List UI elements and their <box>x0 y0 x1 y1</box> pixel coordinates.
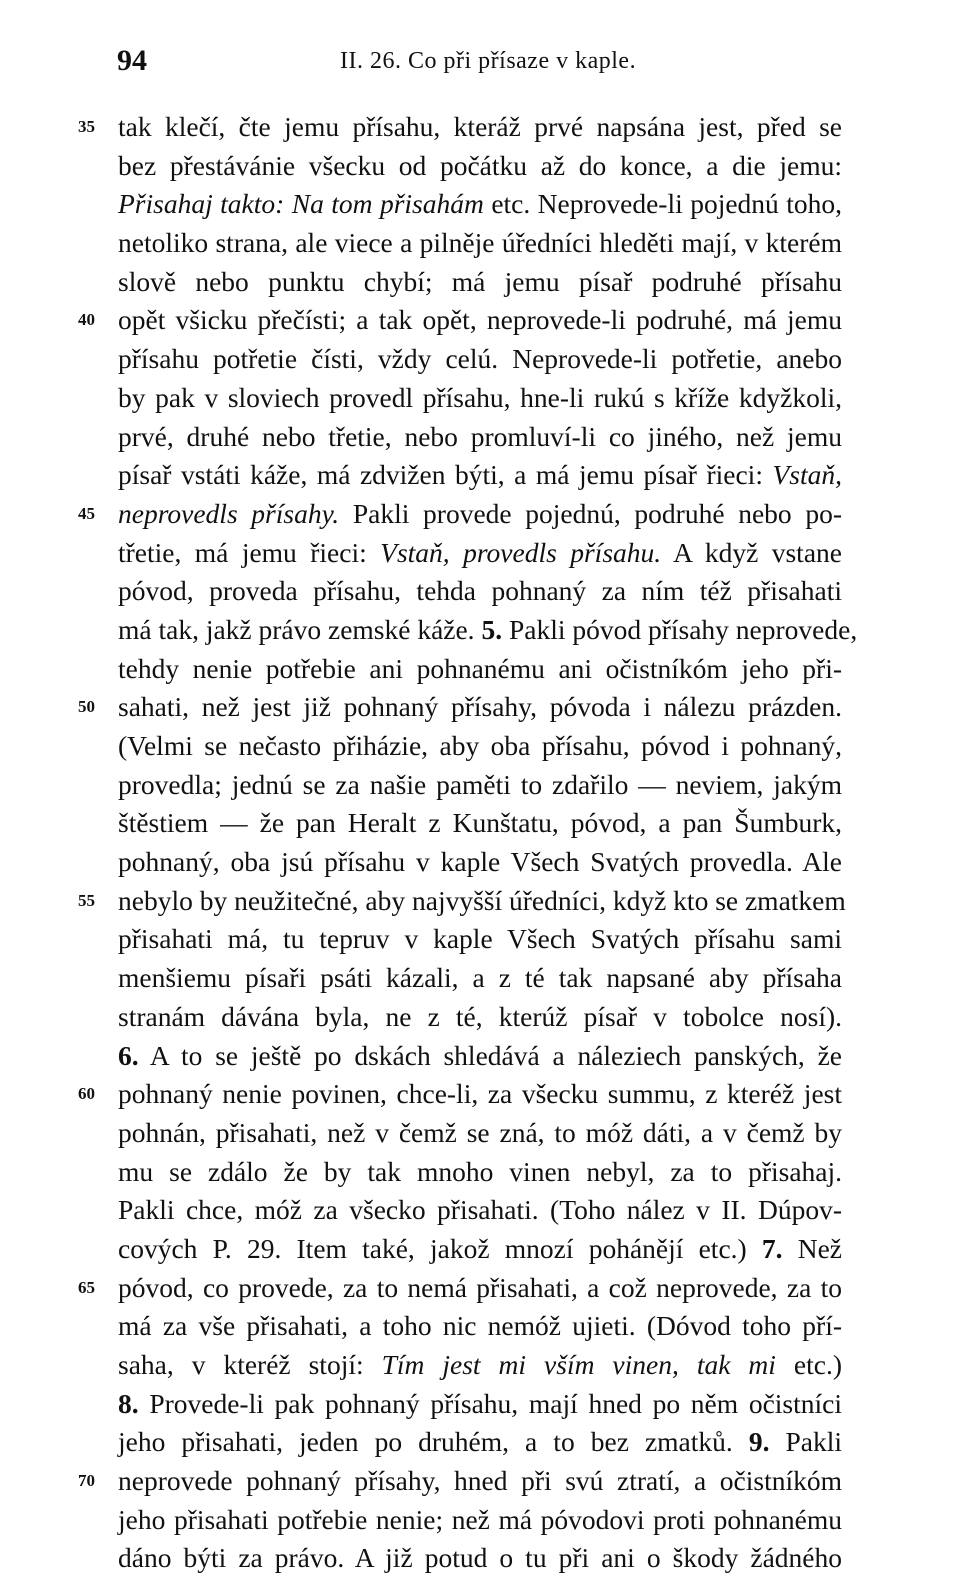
line-text <box>118 727 842 766</box>
line-text <box>118 1385 842 1424</box>
text-segment: sahati, než jest již pohnaný přísahy, póvoda i nálezu prázden. <box>118 691 842 723</box>
line-text <box>118 1346 842 1385</box>
line-text <box>118 1307 842 1346</box>
text-segment: etc.) <box>775 1349 842 1380</box>
line-text <box>118 572 842 611</box>
text-segment: mu se zdálo že by tak mnoho vinen nebyl, za to přisahaj. <box>118 1155 842 1187</box>
line-text <box>118 263 842 302</box>
text-line <box>0 959 960 998</box>
line-text <box>118 611 858 650</box>
line-number: 45 <box>78 503 95 523</box>
text-line <box>0 1191 960 1230</box>
line-number: 40 <box>78 310 95 330</box>
line-number: 65 <box>78 1277 95 1297</box>
text-line <box>0 379 960 418</box>
text-line <box>0 1307 960 1346</box>
text-line <box>0 418 960 457</box>
text-segment: štěstiem — že pan Heralt z Kunštatu, póvod, a pan Šumburk, <box>118 807 842 839</box>
italic-text: Tím jest mi vším vinen, tak mi <box>381 1349 776 1380</box>
text-segment: Pakli chce, móž za všecko přisahati. (Toho nález v II. Dúpov- <box>118 1194 842 1226</box>
text-segment: by pak v sloviech provedl přísahu, hne-li rukú s kříže kdyžkoli, <box>118 381 842 413</box>
text-segment: menšiemu písaři psáti kázali, a z té tak napsané aby přísaha <box>118 962 842 994</box>
text-segment: dáno býti za právo. A již potud o tu při ani o škody žádného <box>118 1542 842 1574</box>
italic-text: Vstaň, provedls přísahu. <box>380 536 662 568</box>
text-line <box>0 766 960 805</box>
text-line <box>0 1114 960 1153</box>
text-segment: stranám dávána byla, ne z té, kterúž písař v tobolce nosí). <box>118 1000 842 1032</box>
text-line <box>0 1462 960 1501</box>
line-text <box>118 301 842 340</box>
italic-text: Přisahaj takto: Na tom přisahám <box>118 188 484 220</box>
text-line <box>0 1037 960 1076</box>
text-segment: jeho přisahati potřebie nenie; než má póvodovi proti pohnanému <box>118 1503 842 1535</box>
line-text <box>118 1153 842 1192</box>
text-segment: Pakli <box>769 1426 843 1458</box>
line-text <box>118 1423 842 1462</box>
line-text <box>118 224 842 263</box>
line-text <box>118 1075 842 1114</box>
text-segment: prvé, druhé nebo třetie, nebo promluví-li co jiného, než jemu <box>118 420 842 452</box>
text-line <box>0 263 960 302</box>
line-text <box>118 1462 842 1501</box>
text-segment: Než <box>782 1232 842 1264</box>
text-line <box>0 1153 960 1192</box>
text-line <box>0 301 960 340</box>
text-segment: přísahu potřetie čísti, vždy celú. Neprovede-li potřetie, anebo <box>118 343 842 375</box>
text-segment: bez přestávánie všecku od počátku až do konce, a die jemu: <box>118 149 842 181</box>
text-segment: slově nebo punktu chybí; má jemu písař podruhé přísahu <box>118 265 842 297</box>
line-text <box>118 185 842 224</box>
line-text <box>118 1114 842 1153</box>
line-text <box>118 379 842 418</box>
text-segment: opět všicku přečísti; a tak opět, neprovede-li podruhé, má jemu <box>118 304 842 336</box>
line-text <box>118 340 842 379</box>
text-segment: tehdy nenie potřebie ani pohnanému ani očistníkóm jeho při- <box>118 652 842 684</box>
text-segment: jeho přisahati, jeden po druhém, a to bez zmatků. <box>118 1426 749 1458</box>
line-number: 50 <box>78 697 95 717</box>
section-number: 5. <box>481 613 503 645</box>
line-text <box>118 534 842 573</box>
text-segment: póvod, proveda přísahu, tehda pohnaný za ním též přisahati <box>118 575 842 607</box>
text-line <box>0 147 960 186</box>
line-text <box>118 882 846 921</box>
line-text <box>118 688 842 727</box>
text-line <box>0 804 960 843</box>
text-segment: má tak, jakž právo zemské káže. <box>118 613 482 645</box>
text-line <box>0 1385 960 1424</box>
text-line <box>0 534 960 573</box>
text-segment: třetie, má jemu řieci: <box>118 536 381 568</box>
text-segment: póvod, co provede, za to nemá přisahati, a což neprovede, za to <box>118 1271 842 1303</box>
text-line <box>0 1230 960 1269</box>
text-segment: nebylo by neužitečné, aby najvyšší úředníci, když kto se zmatkem <box>118 884 846 916</box>
text-line <box>0 185 960 224</box>
line-text <box>118 920 842 959</box>
text-line <box>0 727 960 766</box>
line-number: 70 <box>78 1471 95 1491</box>
text-line <box>0 456 960 495</box>
text-segment: Provede-li pak pohnaný přísahu, mají hned po něm očistníci <box>138 1387 842 1419</box>
text-line <box>0 688 960 727</box>
text-line <box>0 998 960 1037</box>
line-text <box>118 1191 842 1230</box>
line-text <box>118 456 842 495</box>
line-number: 35 <box>78 117 95 136</box>
text-segment: neprovede pohnaný přísahy, hned při svú ztratí, a očistníkóm <box>118 1465 842 1497</box>
text-segment: provedla; jednú se za našie paměti to zdařilo — neviem, jakým <box>118 768 842 800</box>
text-line <box>0 108 960 147</box>
line-text <box>118 495 842 534</box>
italic-text: Vstaň, <box>772 459 842 491</box>
text-line <box>0 843 960 882</box>
section-number: 6. <box>118 1039 139 1071</box>
line-text <box>118 959 842 998</box>
text-segment: etc. Neprovede-li pojednú toho, <box>483 188 842 220</box>
text-line <box>0 650 960 689</box>
line-text <box>118 147 842 186</box>
line-text <box>118 843 842 882</box>
text-line <box>0 224 960 263</box>
text-segment: (Velmi se nečasto přiházie, aby oba přísahu, póvod i pohnaný, <box>118 730 842 761</box>
line-number: 60 <box>78 1084 95 1104</box>
text-line <box>0 1269 960 1308</box>
section-number: 7. <box>761 1232 783 1264</box>
body-text <box>0 108 960 1578</box>
text-line <box>0 340 960 379</box>
text-line <box>0 611 960 650</box>
text-line <box>0 1501 960 1540</box>
text-segment: cových P. 29. Item také, jakož mnozí pohánějí etc.) <box>118 1232 762 1264</box>
line-text <box>118 1269 842 1308</box>
line-text <box>118 1501 842 1540</box>
text-segment: pohnaný, oba jsú přísahu v kaple Všech Svatých provedla. Ale <box>118 846 842 878</box>
text-line <box>0 882 960 921</box>
line-number: 55 <box>78 890 95 910</box>
line-text <box>118 804 842 843</box>
line-text <box>118 1037 842 1076</box>
line-text <box>118 766 842 805</box>
text-segment: saha, v kteréž stojí: <box>118 1349 382 1380</box>
running-head: II. 26. Co při přísaze v kaple. <box>340 48 637 74</box>
text-segment: tak klečí, čte jemu přísahu, kteráž prvé napsána jest, před se <box>118 111 842 142</box>
section-number: 8. <box>118 1387 139 1419</box>
text-segment: Pakli póvod přísahy neprovede, <box>502 613 858 645</box>
text-line <box>0 572 960 611</box>
text-line <box>0 1539 960 1578</box>
text-line <box>0 1423 960 1462</box>
line-text <box>118 418 842 457</box>
line-text <box>118 1230 842 1269</box>
text-line <box>0 1075 960 1114</box>
text-segment: má za vše přisahati, a toho nic nemóž ujieti. (Dóvod toho pří- <box>118 1310 842 1342</box>
text-line <box>0 920 960 959</box>
text-segment: A když vstane <box>661 536 842 568</box>
text-line <box>0 495 960 534</box>
page-number: 94 <box>117 44 147 77</box>
line-text <box>118 1539 842 1578</box>
line-text <box>118 650 842 689</box>
text-segment: netoliko strana, ale viece a pilněje úředníci hleděti mají, v kterém <box>118 227 842 259</box>
text-segment: pohnán, přisahati, než v čemž se zná, to móž dáti, a v čemž by <box>118 1116 842 1148</box>
text-segment: Pakli provede pojednú, podruhé nebo po- <box>339 497 842 529</box>
text-segment: A to se ještě po dskách shledává a náleziech panských, že <box>138 1039 842 1071</box>
text-segment: pohnaný nenie povinen, chce-li, za všecku summu, z kteréž jest <box>118 1078 842 1110</box>
text-segment: písař vstáti káže, má zdvižen býti, a má jemu písař řieci: <box>118 459 773 491</box>
text-segment: přisahati má, tu tepruv v kaple Všech Svatých přísahu sami <box>118 923 842 955</box>
italic-text: neprovedls přísahy. <box>118 497 340 529</box>
line-text <box>118 108 842 147</box>
line-text <box>118 998 842 1037</box>
section-number: 9. <box>748 1426 770 1458</box>
text-line <box>0 1346 960 1385</box>
